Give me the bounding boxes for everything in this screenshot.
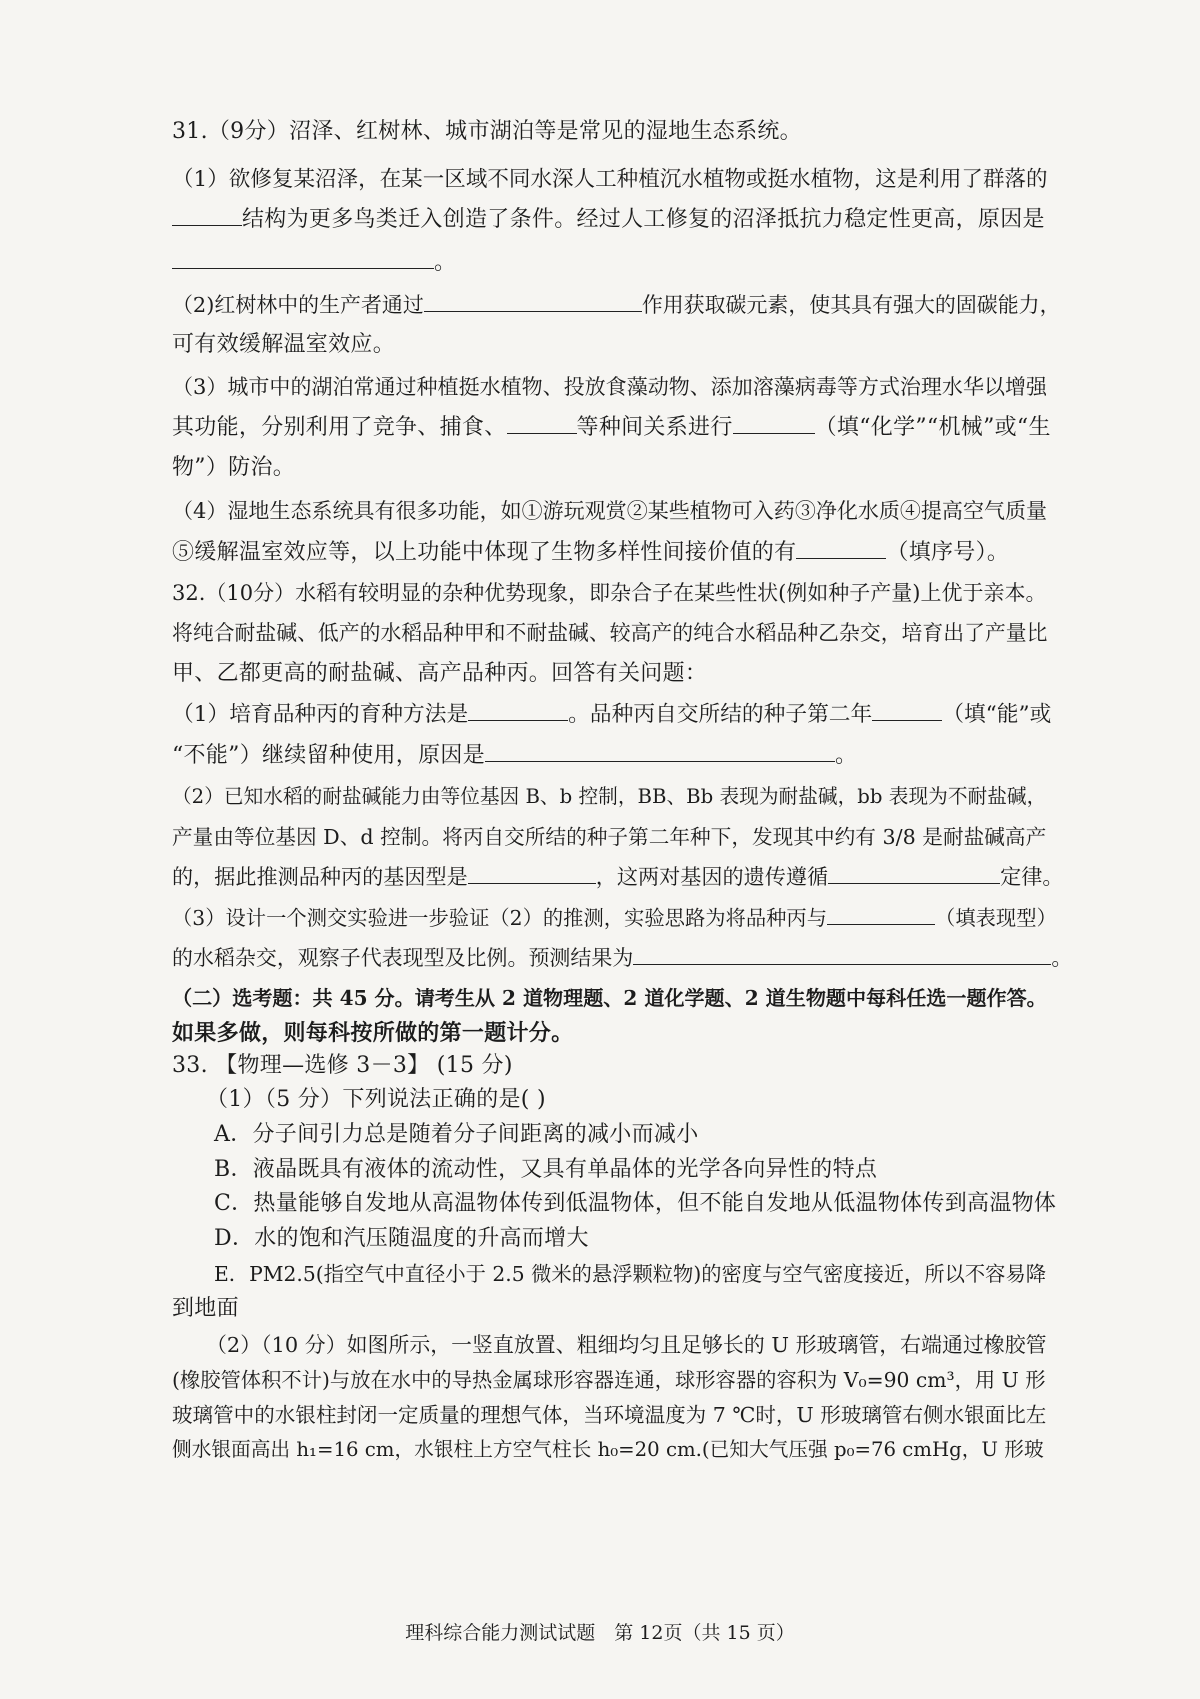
answer-blank [172,248,434,269]
answer-blank [468,863,596,884]
q32-part3-line2 [172,943,1072,973]
answer-blank [172,205,242,226]
answer-blank [507,413,577,434]
q31-part1-line3 [172,248,456,278]
answer-blank [733,413,815,434]
q32-part3-text-c: 的水稻杂交，观察子代表现型及比例。预测结果为 [172,946,634,970]
answer-blank [424,291,642,312]
q31-part3-text-a: 其功能，分别利用了竞争、捕食、 [172,415,507,440]
q32-part1-line2 [172,741,857,771]
answer-blank [633,944,1051,965]
option-d: D．水的饱和汽压随温度的升高而增大 [214,1226,589,1251]
q31-part4-text-a: ⑤缓解温室效应等，以上功能中体现了生物多样性间接价值的有 [172,540,797,565]
q31-part3-text-c: （填“化学”“机械”或“生 [814,415,1051,440]
q32-line2: 将纯合耐盐碱、低产的水稻品种甲和不耐盐碱、较高产的纯合水稻品种乙杂交，培育出了产量比 [172,621,1048,645]
q31-part1-line3-end: 。 [434,250,457,275]
q33-sub1-question: （1）（5 分）下列说法正确的是( ) [206,1087,546,1112]
q32-part1-text-b: 。品种丙自交所结的种子第二年 [568,702,873,727]
q33-sub2-line4: 侧水银面高出 h₁=16 cm，水银柱上方空气柱长 h₀=20 cm.(已知大气压强 p₀=76 cmHg，U 形玻 [172,1438,1044,1461]
q31-part3-line1: （3）城市中的湖泊常通过种植挺水植物、投放食藻动物、添加溶藻病毒等方式治理水华以增强 [172,374,1048,399]
q33-sub2-line3: 玻璃管中的水银柱封闭一定质量的理想气体，当环境温度为 7 ℃时，U 形玻璃管右侧水银面比左 [172,1403,1047,1427]
q32-part1-line1 [172,700,1051,730]
q31-part3-line2 [172,413,1051,443]
q31-part4-text-b: （填序号）。 [886,540,1010,565]
section2-instruction-line2: 如果多做，则每科按所做的第一题计分。 [172,1020,574,1046]
q32-part3-text-a: （3）设计一个测交实验进一步验证（2）的推测，实验思路为将品种丙与 [172,906,828,930]
option-e-line1: E．PM2.5(指空气中直径小于 2.5 微米的悬浮颗粒物)的密度与空气密度接近，所以不容易降 [214,1262,1047,1286]
q33-sub2-line1: （2）（10 分）如图所示，一竖直放置、粗细均匀且足够长的 U 形玻璃管，右端通过橡胶管 [206,1333,1047,1357]
q31-part1-line2-text: 结构为更多鸟类迁入创造了条件。经过人工修复的沼泽抵抗力稳定性更高，原因是 [242,207,1045,232]
q31-part2-line2: 可有效缓解温室效应。 [172,332,396,357]
option-a: A．分子间引力总是随着分子间距离的减小而减小 [214,1122,699,1147]
option-e-line2: 到地面 [172,1296,239,1321]
q32-part2-text-c: 定律。 [1000,864,1064,889]
answer-blank [828,863,1000,884]
q32-part2-text-a: 的，据此推测品种丙的基因型是 [172,864,468,889]
q32-line3: 甲、乙都更高的耐盐碱、高产品种丙。回答有关问题： [172,661,708,686]
q31-part2-line1 [172,290,1061,320]
q31-part3-line3: 物”）防治。 [172,455,296,480]
answer-blank [796,538,886,559]
q32-part3-text-b: （填表现型） [935,906,1057,930]
answer-blank [468,700,568,721]
q32-part1-text-a: （1）培育品种丙的育种方法是 [172,702,469,727]
q32-part2-text-b: ，这两对基因的遗传遵循 [595,864,829,889]
q31-part4-line2 [172,538,1009,568]
q32-header: 32.（10分）水稻有较明显的杂种优势现象，即杂合子在某些性状(例如种子产量)上优于亲本。 [172,580,1047,605]
q31-header: 31.（9分）沼泽、红树林、城市湖泊等是常见的湿地生态系统。 [172,119,802,144]
q32-part1-text-d: “不能”）继续留种使用，原因是 [172,743,485,768]
q33-header: 33. 【物理—选修 3－3】 (15 分) [172,1053,513,1078]
option-b: B．液晶既具有液体的流动性，又具有单晶体的光学各向异性的特点 [214,1157,878,1182]
q32-part3-line1 [172,903,1057,933]
answer-blank [872,700,942,721]
q31-part2-text-a: （2)红树林中的生产者通过 [172,293,424,317]
q32-part1-text-e: 。 [835,743,858,768]
q31-part3-text-b: 等种间关系进行 [576,415,733,440]
q32-part2-line1: （2）已知水稻的耐盐碱能力由等位基因 B、b 控制，BB、Bb 表现为耐盐碱，bb 表现为不耐盐碱， [172,785,1047,808]
q31-part1-line2 [172,205,1045,235]
page-footer: 理科综合能力测试试题 第 12页（共 15 页） [405,1622,795,1644]
q31-part1-line1: （1）欲修复某沼泽，在某一区域不同水深人工种植沉水植物或挺水植物，这是利用了群落的 [172,167,1048,192]
option-c: C．热量能够自发地从高温物体传到低温物体，但不能自发地从低温物体传到高温物体 [214,1191,1057,1216]
q32-part2-line2: 产量由等位基因 D、d 控制。将丙自交所结的种子第二年种下，发现其中约有 3/8 是耐盐碱高产 [172,825,1047,849]
q32-part1-text-c: （填“能”或 [942,702,1052,727]
q31-part4-line1: （4）湿地生态系统具有很多功能，如①游玩观赏②某些植物可入药③净化水质④提高空气质量 [172,498,1048,523]
answer-blank [827,904,935,925]
q31-part2-text-b: 作用获取碳元素，使其具有强大的固碳能力， [641,293,1061,317]
answer-blank [485,741,835,762]
q33-sub2-line2: (橡胶管体积不计)与放在水中的导热金属球形容器连通，球形容器的容积为 V₀=90 cm³，用 U 形 [172,1368,1046,1392]
q32-part3-text-d: 。 [1051,946,1073,970]
section2-instruction-line1: （二）选考题：共 45 分。请考生从 2 道物理题、2 道化学题、2 道生物题中每科任选一题作答。 [172,986,1047,1010]
q32-part2-line3 [172,862,1064,892]
